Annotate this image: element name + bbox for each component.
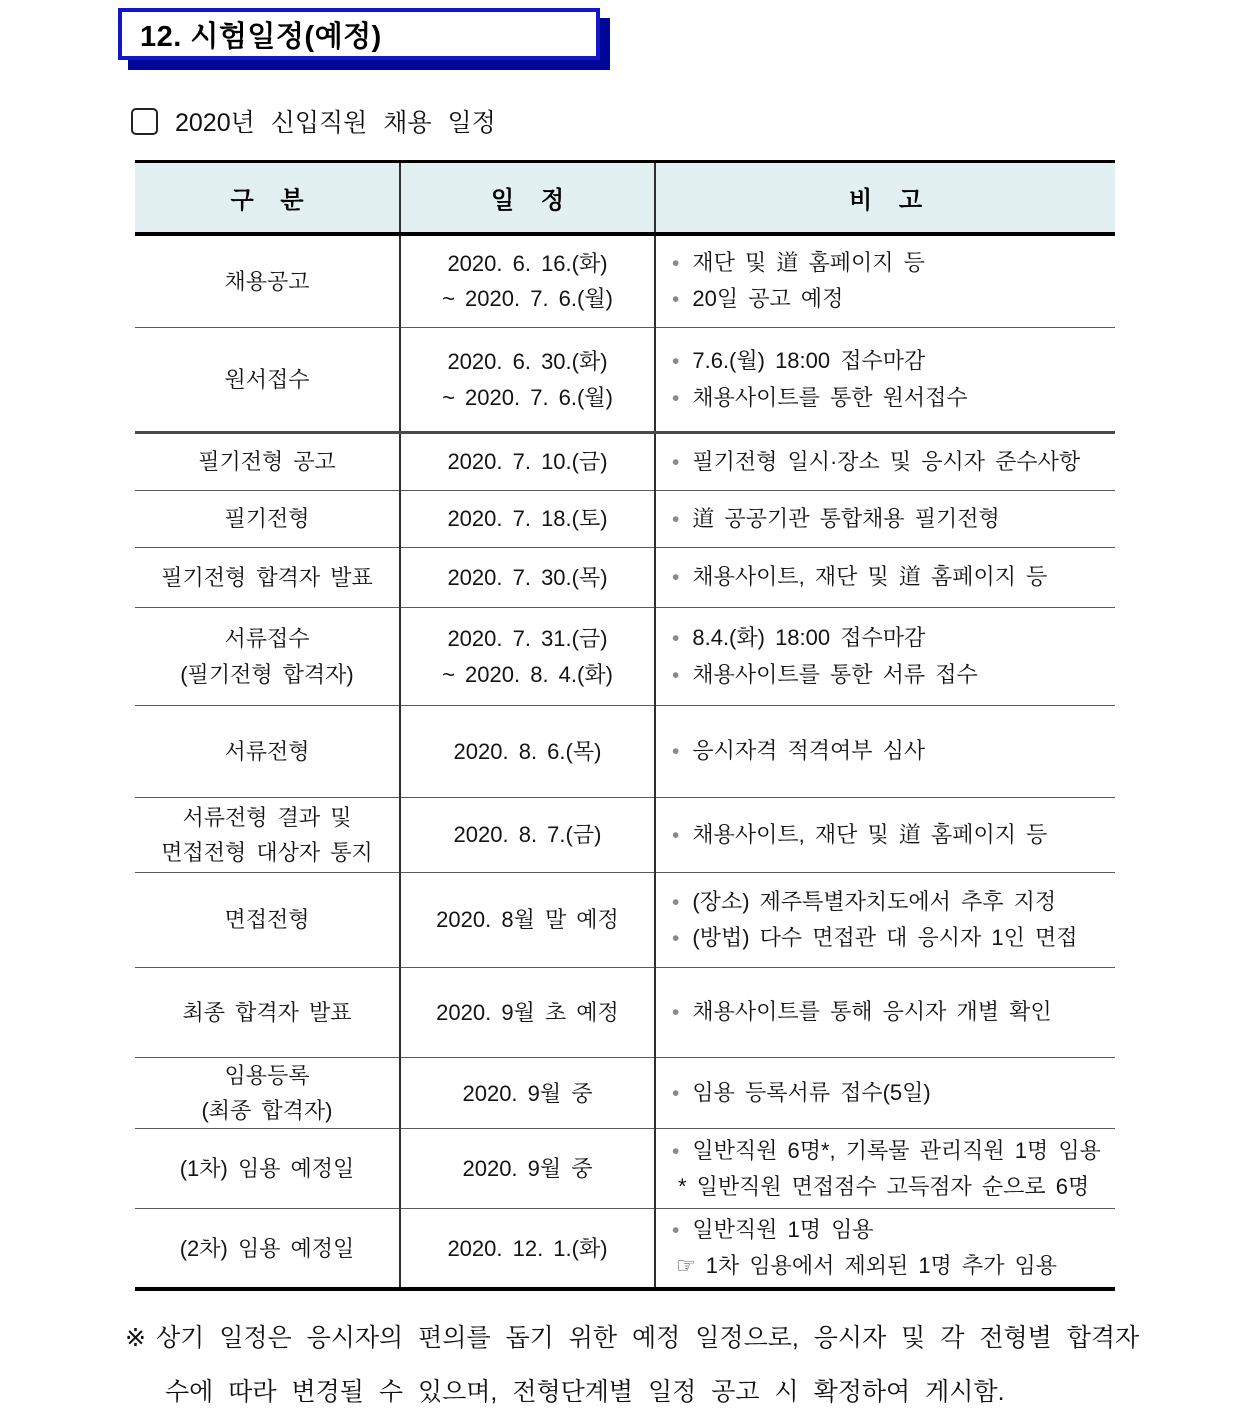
category-cell: 원서접수 <box>135 328 400 433</box>
remarks-cell <box>655 608 1115 706</box>
bullet-icon: • <box>672 450 680 474</box>
bullet-icon: • <box>672 823 680 847</box>
schedule-cell: 2020. 6. 16.(화) ~ 2020. 7. 6.(월) <box>400 234 655 328</box>
remark-text: 채용사이트, 재단 및 道 홈페이지 등 <box>692 564 1048 590</box>
remark-line <box>672 343 1109 379</box>
remark-text: 일반직원 1명 임용 <box>692 1217 874 1243</box>
remark-text: 채용사이트를 통해 응시자 개별 확인 <box>692 999 1052 1025</box>
remarks-cell <box>655 1209 1115 1289</box>
bullet-icon: • <box>672 386 680 410</box>
footnote <box>125 1312 1155 1420</box>
category-cell: (1차) 임용 예정일 <box>135 1129 400 1209</box>
remark-line <box>672 281 1109 317</box>
col-header-schedule: 일 정 <box>400 162 655 234</box>
category-cell: 면접전형 <box>135 873 400 968</box>
category-cell: 서류전형 결과 및 면접전형 대상자 통지 <box>135 798 400 873</box>
remark-text: 7.6.(월) 18:00 접수마감 <box>692 348 926 374</box>
remark-text: 응시자격 적격여부 심사 <box>692 738 926 764</box>
schedule-cell: 2020. 8. 6.(목) <box>400 706 655 798</box>
category-cell: 필기전형 <box>135 491 400 548</box>
bullet-icon: • <box>672 288 680 312</box>
remark-text: 채용사이트, 재단 및 道 홈페이지 등 <box>692 821 1048 847</box>
bullet-icon: • <box>672 890 680 914</box>
section-title: 12. 시험일정(예정) <box>140 20 382 53</box>
schedule-cell: 2020. 6. 30.(화) ~ 2020. 7. 6.(월) <box>400 328 655 433</box>
remark-line <box>672 245 1109 281</box>
remark-text: 일반직원 6명*, 기록물 관리직원 1명 임용 <box>692 1138 1101 1164</box>
remark-text: 채용사이트를 통한 서류 접수 <box>692 661 978 687</box>
category-cell: 채용공고 <box>135 234 400 328</box>
remark-line <box>672 1212 1109 1248</box>
table-row <box>135 1129 1115 1209</box>
remark-text: 채용사이트를 통한 원서접수 <box>692 384 968 410</box>
bullet-icon: • <box>672 252 680 276</box>
bullet-icon: • <box>672 627 680 651</box>
schedule-cell: 2020. 9월 중 <box>400 1129 655 1209</box>
bullet-icon: • <box>672 1219 680 1243</box>
footnote-line-1: 상기 일정은 응시자의 편의를 돕기 위한 예정 일정으로, 응시자 및 각 전형별 합격자 <box>155 1324 1140 1352</box>
remark-line <box>672 733 1109 769</box>
bullet-icon: • <box>672 740 680 764</box>
table-row <box>135 706 1115 798</box>
bullet-icon: • <box>672 1082 680 1106</box>
table-row <box>135 798 1115 873</box>
schedule-cell: 2020. 9월 중 <box>400 1058 655 1129</box>
remarks-cell <box>655 328 1115 433</box>
remark-line <box>672 501 1109 537</box>
col-header-category: 구 분 <box>135 162 400 234</box>
bullet-icon: • <box>672 1001 680 1025</box>
schedule-cell: 2020. 7. 30.(목) <box>400 548 655 608</box>
category-cell: 최종 합격자 발표 <box>135 968 400 1058</box>
category-cell: 필기전형 공고 <box>135 433 400 491</box>
remark-line <box>672 380 1109 416</box>
remark-line <box>672 920 1109 956</box>
category-cell: 서류전형 <box>135 706 400 798</box>
table-row <box>135 873 1115 968</box>
category-cell: 임용등록 (최종 합격자) <box>135 1058 400 1129</box>
remark-text: 임용 등록서류 접수(5일) <box>692 1080 931 1106</box>
section-title-box <box>118 8 600 60</box>
bullet-icon: • <box>672 350 680 374</box>
empty-square-icon <box>131 108 158 135</box>
schedule-cell: 2020. 7. 31.(금) ~ 2020. 8. 4.(화) <box>400 608 655 706</box>
table-row <box>135 608 1115 706</box>
remark-text: (장소) 제주특별자치도에서 추후 지정 <box>692 888 1057 914</box>
table-row <box>135 1209 1115 1289</box>
remark-line <box>672 1075 1109 1111</box>
remark-line <box>672 817 1109 853</box>
remark-text: 20일 공고 예정 <box>692 286 844 312</box>
remark-line <box>672 657 1109 693</box>
schedule-cell: 2020. 8월 말 예정 <box>400 873 655 968</box>
bullet-icon: • <box>672 927 680 950</box>
remark-text: 道 공공기관 통합채용 필기전형 <box>692 505 1000 531</box>
remark-text: 필기전형 일시·장소 및 응시자 준수사항 <box>692 448 1081 474</box>
remarks-cell <box>655 491 1115 548</box>
remark-line <box>672 884 1109 920</box>
schedule-cell: 2020. 9월 초 예정 <box>400 968 655 1058</box>
bullet-icon: • <box>672 566 680 590</box>
remark-text: (방법) 다수 면접관 대 응시자 1인 면접 <box>692 925 1078 950</box>
table-row <box>135 328 1115 433</box>
reference-mark-icon: ※ <box>125 1324 146 1352</box>
header-row <box>135 162 1115 234</box>
category-cell: 필기전형 합격자 발표 <box>135 548 400 608</box>
schedule-cell: 2020. 8. 7.(금) <box>400 798 655 873</box>
schedule-table-body <box>135 234 1115 1289</box>
footnote-line-2: 수에 따라 변경될 수 있으며, 전형단계별 일정 공고 시 확정하여 게시함. <box>165 1377 1005 1406</box>
subtitle <box>131 103 496 139</box>
bullet-icon: • <box>672 663 680 687</box>
bullet-icon: • <box>672 1140 680 1164</box>
remarks-cell <box>655 1058 1115 1129</box>
remark-text: 재단 및 道 홈페이지 등 <box>692 250 925 276</box>
remark-line <box>672 444 1109 480</box>
remarks-cell <box>655 706 1115 798</box>
category-cell: 서류접수 (필기전형 합격자) <box>135 608 400 706</box>
remark-line <box>672 1169 1109 1205</box>
table-row <box>135 548 1115 608</box>
schedule-table <box>135 160 1115 1291</box>
asterisk-icon: * <box>678 1174 687 1200</box>
remark-text: 8.4.(화) 18:00 접수마감 <box>692 625 926 651</box>
remarks-cell <box>655 798 1115 873</box>
table-row <box>135 968 1115 1058</box>
remarks-cell <box>655 433 1115 491</box>
bullet-icon: • <box>672 507 680 531</box>
remarks-cell <box>655 968 1115 1058</box>
remarks-cell <box>655 548 1115 608</box>
subtitle-text: 2020년 신입직원 채용 일정 <box>175 109 496 137</box>
remark-line <box>672 1133 1109 1169</box>
schedule-table-header <box>135 162 1115 234</box>
remark-line <box>672 559 1109 595</box>
remark-text: 1차 임용에서 제외된 1명 추가 임용 <box>705 1253 1058 1279</box>
remark-line <box>672 1248 1109 1284</box>
table-row <box>135 491 1115 548</box>
remarks-cell <box>655 1129 1115 1209</box>
remark-text: 일반직원 면접점수 고득점자 순으로 6명 <box>696 1174 1090 1200</box>
schedule-cell: 2020. 12. 1.(화) <box>400 1209 655 1289</box>
col-header-remarks: 비 고 <box>848 186 923 214</box>
remarks-cell <box>655 234 1115 328</box>
remark-line <box>672 994 1109 1030</box>
table-row <box>135 234 1115 328</box>
schedule-cell: 2020. 7. 18.(토) <box>400 491 655 548</box>
remark-line <box>672 620 1109 656</box>
table-row <box>135 1058 1115 1129</box>
table-row <box>135 433 1115 491</box>
schedule-cell: 2020. 7. 10.(금) <box>400 433 655 491</box>
pointing-hand-icon: ☞ <box>676 1253 696 1279</box>
remarks-cell <box>655 873 1115 968</box>
category-cell: (2차) 임용 예정일 <box>135 1209 400 1289</box>
